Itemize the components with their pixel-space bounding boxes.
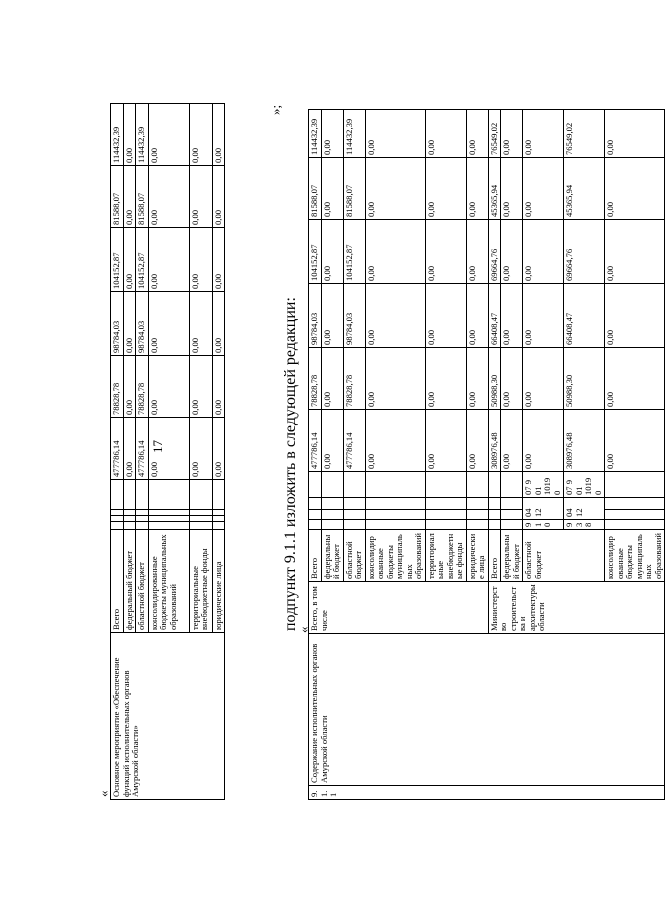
- value-cell: 0,00: [605, 110, 665, 158]
- empty-cell: [466, 472, 488, 498]
- value-cell: 104152,87: [111, 228, 124, 292]
- value-cell: 0,00: [189, 104, 212, 166]
- value-cell: 0,00: [321, 410, 343, 472]
- funding-source-cell: Всего: [111, 530, 124, 633]
- funding-source-cell: областной бюджет: [136, 530, 149, 633]
- funding-source-cell: территориальные внебюджетные фонды: [425, 530, 466, 582]
- funding-source-cell: консолидированные бюджеты муниципальных образований: [605, 530, 665, 582]
- value-cell: 0,00: [523, 110, 564, 158]
- value-cell: 0,00: [212, 228, 225, 292]
- value-cell: 0,00: [501, 348, 523, 410]
- value-cell: 0,00: [523, 220, 564, 284]
- funding-source-cell: Всего: [309, 530, 322, 582]
- empty-cell: [189, 522, 212, 530]
- csr-code-cell: 07 9 01 10190: [523, 472, 564, 498]
- value-cell: 0,00: [321, 284, 343, 348]
- empty-cell: [605, 510, 665, 520]
- empty-cell: [123, 510, 136, 516]
- value-cell: 81588,07: [111, 166, 124, 228]
- value-cell: 0,00: [189, 356, 212, 418]
- close-quote: »;: [268, 104, 283, 115]
- value-cell: 104152,87: [309, 220, 322, 284]
- value-cell: 0,00: [321, 348, 343, 410]
- funding-source-cell: федеральный бюджет: [501, 530, 523, 582]
- value-cell: 0,00: [605, 220, 665, 284]
- empty-cell: [343, 520, 365, 530]
- item-number-cell: 9.1.1: [309, 786, 665, 800]
- section-heading: подпункт 9.1.1 изложить в следующей редакции:: [282, 297, 299, 631]
- empty-cell: [148, 522, 189, 530]
- value-cell: 0,00: [605, 158, 665, 220]
- empty-cell: [123, 516, 136, 522]
- empty-cell: [488, 498, 501, 510]
- empty-cell: [488, 472, 501, 498]
- value-cell: 50988,30: [488, 348, 501, 410]
- value-cell: 45365,94: [488, 158, 501, 220]
- group-ministry-cell: Министерство строительства и архитектуры области: [488, 582, 665, 634]
- empty-cell: [425, 472, 466, 498]
- empty-cell: [501, 520, 523, 530]
- activity-title-cell: Основное мероприятие «Обеспечение функций исполнительных органов Амурской области»: [111, 633, 225, 800]
- value-cell: 81588,07: [136, 166, 149, 228]
- value-cell: 0,00: [425, 348, 466, 410]
- value-cell: 0,00: [321, 220, 343, 284]
- funding-source-cell: территориальные внебюджетные фонды: [189, 530, 212, 633]
- empty-cell: [111, 480, 124, 510]
- value-cell: 0,00: [189, 166, 212, 228]
- empty-cell: [321, 472, 343, 498]
- value-cell: 308976,48: [488, 410, 501, 472]
- value-cell: 0,00: [523, 348, 564, 410]
- value-cell: 0,00: [148, 418, 189, 480]
- empty-cell: [136, 480, 149, 510]
- value-cell: 76549,02: [488, 110, 501, 158]
- value-cell: 0,00: [425, 284, 466, 348]
- empty-cell: [309, 510, 322, 520]
- empty-cell: [343, 472, 365, 498]
- value-cell: 98784,03: [309, 284, 322, 348]
- value-cell: 0,00: [365, 410, 425, 472]
- value-cell: 0,00: [466, 110, 488, 158]
- grbs-code-cell: 910: [523, 520, 564, 530]
- value-cell: 0,00: [501, 284, 523, 348]
- empty-cell: [189, 516, 212, 522]
- value-cell: 0,00: [321, 110, 343, 158]
- value-cell: 81588,07: [343, 158, 365, 220]
- open-quote-bottom: «: [296, 626, 311, 633]
- value-cell: 0,00: [425, 410, 466, 472]
- csr-code-cell: 07 9 01 10190: [564, 472, 605, 498]
- empty-cell: [501, 472, 523, 498]
- empty-cell: [212, 480, 225, 510]
- empty-cell: [605, 498, 665, 510]
- value-cell: 0,00: [605, 284, 665, 348]
- value-cell: 0,00: [212, 104, 225, 166]
- empty-cell: [343, 510, 365, 520]
- value-cell: 114432,39: [343, 110, 365, 158]
- value-cell: 0,00: [605, 410, 665, 472]
- empty-cell: [321, 510, 343, 520]
- empty-cell: [365, 520, 425, 530]
- value-cell: 69664,76: [564, 220, 605, 284]
- value-cell: 0,00: [123, 292, 136, 356]
- value-cell: 66408,47: [488, 284, 501, 348]
- empty-cell: [189, 510, 212, 516]
- empty-cell: [212, 510, 225, 516]
- value-cell: 78828,78: [111, 356, 124, 418]
- empty-cell: [212, 516, 225, 522]
- value-cell: 0,00: [466, 220, 488, 284]
- value-cell: 0,00: [148, 228, 189, 292]
- rz-code-cell: 04 12: [523, 498, 564, 520]
- value-cell: 0,00: [425, 220, 466, 284]
- value-cell: 114432,39: [309, 110, 322, 158]
- empty-cell: [365, 498, 425, 510]
- value-cell: 0,00: [123, 166, 136, 228]
- value-cell: 477786,14: [136, 418, 149, 480]
- value-cell: 0,00: [365, 220, 425, 284]
- value-cell: 104152,87: [343, 220, 365, 284]
- page-number: 17: [150, 440, 165, 453]
- value-cell: 0,00: [189, 228, 212, 292]
- empty-cell: [488, 520, 501, 530]
- empty-cell: [148, 516, 189, 522]
- empty-cell: [466, 520, 488, 530]
- item-title-cell: Содержание исполнительных органов Амурской области: [309, 634, 665, 786]
- value-cell: 0,00: [148, 292, 189, 356]
- value-cell: 477786,14: [309, 410, 322, 472]
- value-cell: 78828,78: [343, 348, 365, 410]
- table-main-activity: [110, 103, 225, 800]
- empty-cell: [309, 520, 322, 530]
- value-cell: 104152,87: [136, 228, 149, 292]
- value-cell: 0,00: [123, 418, 136, 480]
- value-cell: 0,00: [501, 410, 523, 472]
- value-cell: 0,00: [523, 410, 564, 472]
- funding-source-cell: консолидированные бюджеты муниципальных образований: [365, 530, 425, 582]
- value-cell: 114432,39: [136, 104, 149, 166]
- value-cell: 0,00: [123, 228, 136, 292]
- value-cell: 0,00: [466, 348, 488, 410]
- empty-cell: [136, 516, 149, 522]
- empty-cell: [466, 510, 488, 520]
- value-cell: 0,00: [123, 104, 136, 166]
- value-cell: 0,00: [148, 356, 189, 418]
- value-cell: 76549,02: [564, 110, 605, 158]
- value-cell: 0,00: [321, 158, 343, 220]
- value-cell: 0,00: [466, 284, 488, 348]
- value-cell: 114432,39: [111, 104, 124, 166]
- funding-source-cell: областной бюджет: [523, 530, 605, 582]
- empty-cell: [111, 522, 124, 530]
- value-cell: 0,00: [365, 348, 425, 410]
- value-cell: 0,00: [212, 356, 225, 418]
- funding-source-cell: Всего: [488, 530, 501, 582]
- table-subitem-911: [308, 109, 665, 800]
- empty-cell: [365, 472, 425, 498]
- rz-code-cell: 04 12: [564, 498, 605, 520]
- empty-cell: [309, 498, 322, 510]
- value-cell: 69664,76: [488, 220, 501, 284]
- empty-cell: [501, 510, 523, 520]
- empty-cell: [321, 498, 343, 510]
- empty-cell: [148, 480, 189, 510]
- empty-cell: [189, 480, 212, 510]
- value-cell: 98784,03: [343, 284, 365, 348]
- value-cell: 78828,78: [309, 348, 322, 410]
- value-cell: 0,00: [365, 284, 425, 348]
- value-cell: 0,00: [365, 110, 425, 158]
- empty-cell: [136, 522, 149, 530]
- value-cell: 0,00: [212, 418, 225, 480]
- empty-cell: [136, 510, 149, 516]
- empty-cell: [123, 480, 136, 510]
- empty-cell: [605, 472, 665, 498]
- value-cell: 66408,47: [564, 284, 605, 348]
- open-quote-top: «: [96, 790, 111, 797]
- empty-cell: [111, 510, 124, 516]
- value-cell: 0,00: [148, 104, 189, 166]
- value-cell: 98784,03: [136, 292, 149, 356]
- value-cell: 0,00: [466, 410, 488, 472]
- value-cell: 50988,30: [564, 348, 605, 410]
- empty-cell: [321, 520, 343, 530]
- value-cell: 0,00: [501, 158, 523, 220]
- empty-cell: [111, 516, 124, 522]
- value-cell: 0,00: [189, 292, 212, 356]
- funding-source-cell: федеральный бюджет: [123, 530, 136, 633]
- value-cell: 45365,94: [564, 158, 605, 220]
- empty-cell: [365, 510, 425, 520]
- empty-cell: [309, 472, 322, 498]
- value-cell: 78828,78: [136, 356, 149, 418]
- empty-cell: [425, 510, 466, 520]
- value-cell: 0,00: [425, 110, 466, 158]
- funding-source-cell: юридические лица: [466, 530, 488, 582]
- value-cell: 0,00: [123, 356, 136, 418]
- grbs-code-cell: 938: [564, 520, 605, 530]
- empty-cell: [343, 498, 365, 510]
- value-cell: 0,00: [523, 284, 564, 348]
- empty-cell: [488, 510, 501, 520]
- value-cell: 308976,48: [564, 410, 605, 472]
- funding-source-cell: областной бюджет: [343, 530, 365, 582]
- empty-cell: [212, 522, 225, 530]
- value-cell: 98784,03: [111, 292, 124, 356]
- table-row: [111, 104, 124, 800]
- empty-cell: [466, 498, 488, 510]
- value-cell: 81588,07: [309, 158, 322, 220]
- funding-source-cell: консолидированные бюджеты муниципальных образований: [148, 530, 189, 633]
- table-row: [309, 110, 322, 800]
- funding-source-cell: юридические лица: [212, 530, 225, 633]
- group-all-cell: Всего, в том числе: [309, 582, 489, 634]
- value-cell: 0,00: [189, 418, 212, 480]
- value-cell: 0,00: [212, 166, 225, 228]
- value-cell: 0,00: [523, 158, 564, 220]
- value-cell: 0,00: [212, 292, 225, 356]
- value-cell: 0,00: [501, 220, 523, 284]
- empty-cell: [605, 520, 665, 530]
- empty-cell: [148, 510, 189, 516]
- funding-source-cell: федеральный бюджет: [321, 530, 343, 582]
- empty-cell: [425, 520, 466, 530]
- empty-cell: [425, 498, 466, 510]
- empty-cell: [501, 498, 523, 510]
- value-cell: 0,00: [425, 158, 466, 220]
- value-cell: 477786,14: [343, 410, 365, 472]
- value-cell: 0,00: [501, 110, 523, 158]
- value-cell: 477786,14: [111, 418, 124, 480]
- value-cell: 0,00: [365, 158, 425, 220]
- empty-cell: [123, 522, 136, 530]
- value-cell: 0,00: [466, 158, 488, 220]
- value-cell: 0,00: [605, 348, 665, 410]
- value-cell: 0,00: [148, 166, 189, 228]
